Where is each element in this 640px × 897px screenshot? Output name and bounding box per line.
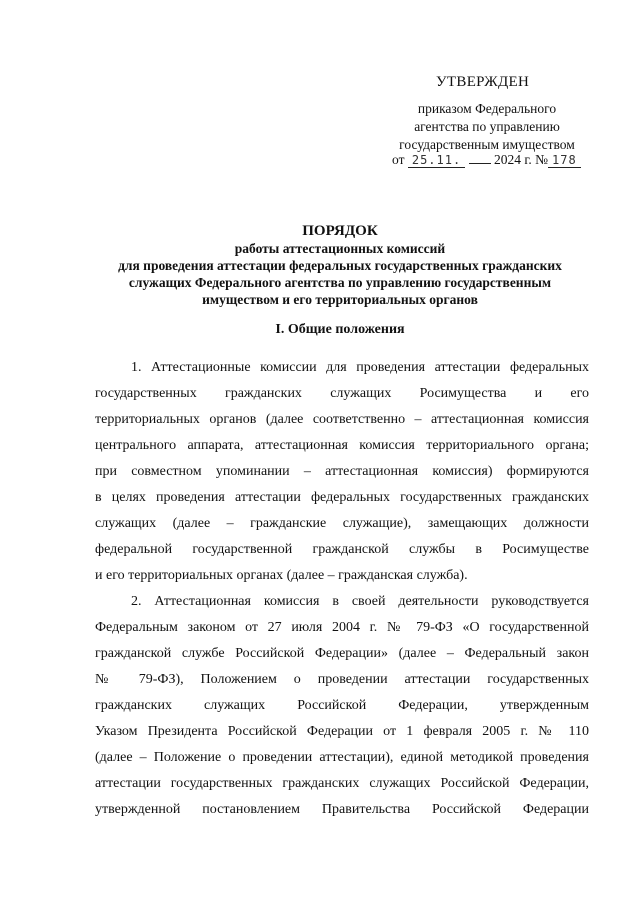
title-line: имуществом и его территориальных органов bbox=[202, 292, 478, 307]
document-title bbox=[80, 222, 600, 308]
section-heading: I. Общие положения bbox=[275, 322, 405, 337]
body-line: аттестации государственных гражданских служащих Российской Федерации, bbox=[95, 776, 589, 791]
handwritten-order-number: 178 bbox=[548, 153, 581, 168]
title-main: ПОРЯДОК bbox=[302, 223, 378, 239]
body-line: (далее – Положение о проведении аттестации), единой методикой проведения bbox=[95, 750, 589, 765]
body-line: центрального аппарата, аттестационная комиссия территориального органа; bbox=[95, 438, 589, 453]
body-line: гражданской службе Российской Федерации» (далее – Федеральный закон bbox=[95, 646, 589, 661]
body-line: Указом Президента Российской Федерации от 1 февраля 2005 г. № 110 bbox=[95, 724, 589, 739]
title-line: работы аттестационных комиссий bbox=[234, 241, 446, 256]
body-line: гражданских служащих Российской Федерации, утвержденным bbox=[95, 698, 589, 713]
body-line: территориальных органов (далее соответственно – аттестационная комиссия bbox=[95, 412, 589, 427]
body-line: федеральной государственной гражданской службы в Росимуществе bbox=[95, 542, 589, 557]
body-line: служащих (далее – гражданские служащие), замещающих должности bbox=[95, 516, 589, 531]
order-reference bbox=[384, 100, 590, 154]
body-line: утвержденной постановлением Правительства Российской Федерации bbox=[95, 802, 589, 817]
title-line: служащих Федерального агентства по управлению государственным bbox=[128, 275, 552, 290]
order-line: государственным имуществом bbox=[399, 137, 575, 152]
handwritten-date: 25.11. bbox=[408, 153, 465, 168]
body-line: 1. Аттестационные комиссии для проведения аттестации федеральных bbox=[131, 360, 589, 375]
body-line: в целях проведения аттестации федеральных государственных гражданских bbox=[95, 490, 589, 505]
order-line: агентства по управлению bbox=[414, 119, 560, 134]
body-line: Федеральным законом от 27 июля 2004 г. № 79-ФЗ «О государственной bbox=[95, 620, 589, 635]
body-line: и его территориальных органах (далее – гражданская служба). bbox=[95, 568, 468, 583]
date-prefix: от bbox=[392, 152, 405, 167]
body-line: государственных гражданских служащих Росимущества и его bbox=[95, 386, 589, 401]
approved-stamp-title: УТВЕРЖДЕН bbox=[436, 74, 530, 90]
order-line: приказом Федерального bbox=[417, 101, 557, 116]
title-line: для проведения аттестации федеральных государственных гражданских bbox=[118, 258, 562, 273]
order-year-number: 2024 г. № bbox=[493, 152, 548, 167]
body-line: № 79-ФЗ), Положением о проведении аттестации государственных bbox=[95, 672, 589, 687]
body-line: 2. Аттестационная комиссия в своей деятельности руководствуется bbox=[131, 594, 589, 609]
order-date-line bbox=[392, 152, 592, 168]
body-line: при совместном упоминании – аттестационная комиссия) формируются bbox=[95, 464, 589, 479]
